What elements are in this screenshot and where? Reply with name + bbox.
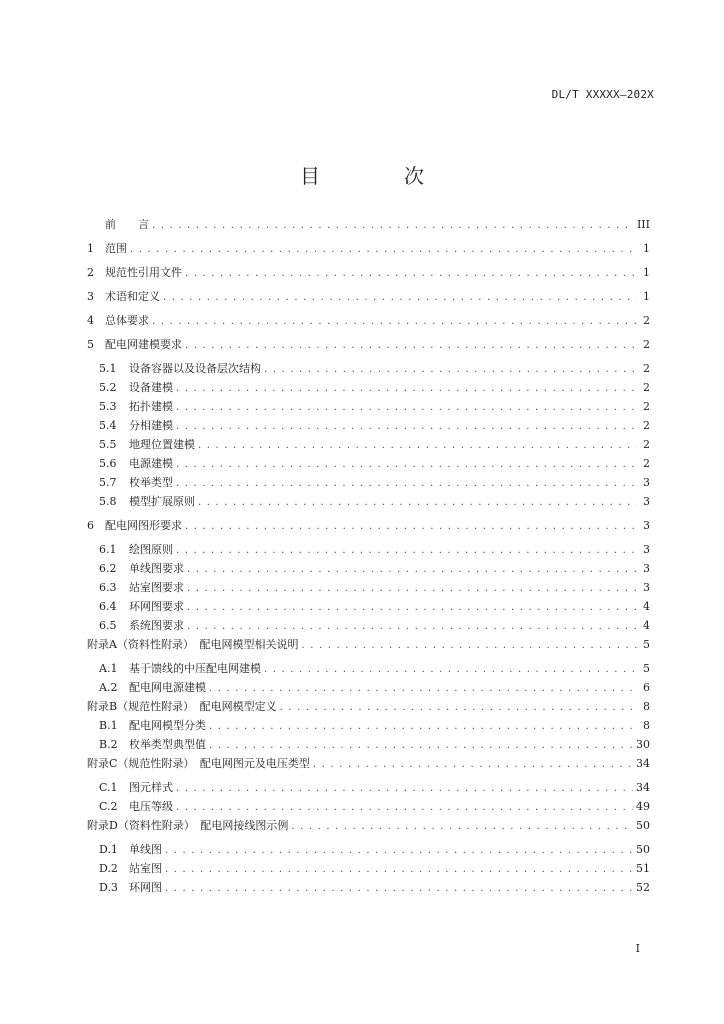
toc-entry-label: 规范性引用文件: [105, 266, 182, 279]
toc-entry-number: 4: [87, 314, 94, 327]
toc-entry-page: 8: [643, 719, 650, 732]
toc-entry-label: 站室图要求: [129, 581, 184, 594]
toc-entry[interactable]: [87, 291, 650, 304]
toc-entry-number: D.2: [99, 862, 118, 875]
toc-leader-dots: [176, 783, 633, 795]
toc-entry-page: 2: [643, 362, 650, 375]
toc-entry-label: 分相建模: [129, 419, 173, 432]
page-title: 目 次: [300, 164, 456, 188]
toc-entry-page: 3: [643, 562, 650, 575]
page-number: I: [635, 942, 640, 955]
toc-entry-label: 配电网模型分类: [129, 719, 206, 732]
toc-entry-page: 5: [643, 662, 650, 675]
toc-entry-label: 地理位置建模: [129, 438, 195, 451]
toc-entry[interactable]: [87, 639, 650, 652]
toc-entry-number: 6.5: [99, 619, 117, 632]
toc-leader-dots: [185, 268, 637, 280]
toc-entry-number: A.1: [99, 662, 118, 675]
toc-leader-dots: [176, 545, 637, 557]
toc-entry-label: 系统图要求: [129, 619, 184, 632]
toc-entry[interactable]: [87, 243, 650, 256]
toc-leader-dots: [163, 292, 637, 304]
toc-entry-page: 3: [643, 476, 650, 489]
toc-entry-label: 设备建模: [129, 381, 173, 394]
toc-leader-dots: [187, 583, 637, 595]
toc-leader-dots: [176, 802, 633, 814]
toc-entry-number: 1: [87, 242, 94, 255]
toc-leader-dots: [198, 440, 637, 452]
toc-entry-page: 34: [636, 757, 650, 770]
toc-entry-page: 2: [643, 381, 650, 394]
toc-entry[interactable]: [87, 267, 650, 280]
toc-leader-dots: [209, 740, 633, 752]
toc-entry-page: 1: [643, 242, 650, 255]
toc-entry[interactable]: [87, 739, 650, 752]
toc-leader-dots: [165, 883, 633, 895]
toc-entry-page: 50: [636, 819, 650, 832]
toc-entry-label: 前 言: [105, 218, 149, 231]
toc-entry-number: 6.1: [99, 543, 117, 556]
toc-entry[interactable]: [87, 720, 650, 733]
toc-entry[interactable]: [87, 458, 650, 471]
toc-entry-number: 5.4: [99, 419, 117, 432]
toc-leader-dots: [280, 702, 637, 714]
toc-entry-label: 配电网电源建模: [129, 681, 206, 694]
toc-leader-dots: [165, 845, 633, 857]
toc-entry-page: 8: [643, 700, 650, 713]
toc-entry[interactable]: [87, 544, 650, 557]
toc-leader-dots: [301, 640, 637, 652]
toc-entry-page: 4: [643, 619, 650, 632]
toc-leader-dots: [185, 340, 637, 352]
toc-leader-dots: [130, 244, 637, 256]
toc-entry-number: A.2: [99, 681, 118, 694]
toc-entry-label: 术语和定义: [105, 290, 160, 303]
toc-leader-dots: [187, 602, 637, 614]
toc-entry-number: 5.7: [99, 476, 117, 489]
toc-entry-label: 附录B（规范性附录） 配电网模型定义: [87, 700, 277, 713]
toc-leader-dots: [264, 364, 637, 376]
toc-entry-number: B.2: [99, 738, 118, 751]
toc-entry-label: 设备容器以及设备层次结构: [129, 362, 261, 375]
toc-leader-dots: [152, 316, 637, 328]
toc-entry[interactable]: [87, 401, 650, 414]
toc-entry-label: 单线图要求: [129, 562, 184, 575]
toc-entry-page: 2: [643, 338, 650, 351]
toc-entry[interactable]: [87, 315, 650, 328]
toc-entry[interactable]: [87, 339, 650, 352]
toc-entry-page: III: [636, 218, 650, 231]
toc-entry-label: 配电网建模要求: [105, 338, 182, 351]
toc-entry-number: 5.5: [99, 438, 117, 451]
toc-entry-label: 电压等级: [129, 800, 173, 813]
toc-entry[interactable]: [87, 477, 650, 490]
toc-entry[interactable]: [87, 601, 650, 614]
toc-entry-number: 2: [87, 266, 94, 279]
toc-entry-page: 2: [643, 438, 650, 451]
toc-entry[interactable]: [87, 620, 650, 633]
toc-entry-label: 配电网图形要求: [105, 519, 182, 532]
toc-entry[interactable]: [87, 863, 650, 876]
toc-entry-page: 3: [643, 581, 650, 594]
toc-entry-page: 3: [643, 495, 650, 508]
toc-entry-number: B.1: [99, 719, 118, 732]
toc-entry-page: 2: [643, 400, 650, 413]
toc-leader-dots: [176, 421, 637, 433]
toc-entry-page: 2: [643, 457, 650, 470]
toc-entry[interactable]: [87, 882, 650, 895]
toc-entry-number: 5.1: [99, 362, 117, 375]
toc-entry-page: 49: [636, 800, 650, 813]
toc-entry[interactable]: [87, 439, 650, 452]
toc-entry-page: 3: [643, 519, 650, 532]
toc-entry-page: 1: [643, 266, 650, 279]
toc-entry-label: 范围: [105, 242, 127, 255]
toc-entry-page: 51: [636, 862, 650, 875]
toc-entry-label: 图元样式: [129, 781, 173, 794]
toc-leader-dots: [187, 621, 637, 633]
toc-entry[interactable]: [87, 801, 650, 814]
toc-entry-label: 附录C（规范性附录） 配电网图元及电压类型: [87, 757, 310, 770]
toc-leader-dots: [176, 478, 637, 490]
toc-entry-label: 附录A（资料性附录） 配电网模型相关说明: [87, 638, 299, 651]
toc-entry-number: 6.3: [99, 581, 117, 594]
toc-entry[interactable]: [87, 420, 650, 433]
toc-entry-label: 电源建模: [129, 457, 173, 470]
toc-entry-number: D.1: [99, 843, 118, 856]
toc-leader-dots: [165, 864, 633, 876]
toc-entry[interactable]: [87, 563, 650, 576]
toc-leader-dots: [313, 759, 633, 771]
toc-leader-dots: [209, 721, 637, 733]
toc-entry[interactable]: [87, 663, 650, 676]
toc-entry-page: 30: [636, 738, 650, 751]
toc-entry[interactable]: [87, 758, 650, 771]
document-code: DL/T XXXXX—202X: [551, 88, 654, 101]
toc-entry-number: C.1: [99, 781, 118, 794]
toc-leader-dots: [198, 497, 637, 509]
toc-entry-number: 5.3: [99, 400, 117, 413]
toc-entry[interactable]: [87, 682, 650, 695]
toc-leader-dots: [187, 564, 637, 576]
toc-entry-label: 单线图: [129, 843, 162, 856]
toc-entry-number: 5.2: [99, 381, 117, 394]
toc-entry-page: 6: [643, 681, 650, 694]
toc-entry-page: 4: [643, 600, 650, 613]
toc-entry-label: 总体要求: [105, 314, 149, 327]
toc-leader-dots: [176, 383, 637, 395]
toc-leader-dots: [176, 402, 637, 414]
toc-entry-page: 2: [643, 419, 650, 432]
toc-entry-page: 2: [643, 314, 650, 327]
toc-entry-number: 3: [87, 290, 94, 303]
toc-entry[interactable]: [87, 496, 650, 509]
toc-entry-page: 5: [643, 638, 650, 651]
toc-entry[interactable]: [87, 382, 650, 395]
toc-entry[interactable]: [87, 782, 650, 795]
toc-entry-page: 52: [636, 881, 650, 894]
toc-entry[interactable]: [87, 844, 650, 857]
toc-entry[interactable]: [87, 582, 650, 595]
toc-entry-page: 50: [636, 843, 650, 856]
toc-leader-dots: [291, 821, 633, 833]
toc-entry-label: 附录D（资料性附录） 配电网接线图示例: [87, 819, 289, 832]
toc-entry-number: 5.8: [99, 495, 117, 508]
toc-entry-number: 6: [87, 519, 94, 532]
toc-entry[interactable]: [87, 363, 650, 376]
toc-entry[interactable]: [87, 820, 650, 833]
toc-entry-label: 环网图: [129, 881, 162, 894]
toc-entry-label: 枚举类型: [129, 476, 173, 489]
toc-entry[interactable]: [87, 219, 650, 232]
toc-entry-number: 6.4: [99, 600, 117, 613]
toc-entry-label: 绘图原则: [129, 543, 173, 556]
toc-entry[interactable]: [87, 520, 650, 533]
toc-leader-dots: [176, 459, 637, 471]
toc-entry-page: 3: [643, 543, 650, 556]
toc-entry-label: 模型扩展原则: [129, 495, 195, 508]
toc-entry-label: 环网图要求: [129, 600, 184, 613]
toc-entry-number: 6.2: [99, 562, 117, 575]
toc-entry-number: 5: [87, 338, 94, 351]
toc-leader-dots: [185, 521, 637, 533]
toc-leader-dots: [264, 664, 637, 676]
toc-entry-number: 5.6: [99, 457, 117, 470]
toc-entry-number: C.2: [99, 800, 118, 813]
toc-entry[interactable]: [87, 701, 650, 714]
toc-entry-page: 1: [643, 290, 650, 303]
toc-entry-label: 枚举类型典型值: [129, 738, 206, 751]
toc-entry-number: D.3: [99, 881, 118, 894]
toc-entry-label: 站室图: [129, 862, 162, 875]
toc-entry-label: 基于馈线的中压配电网建模: [129, 662, 261, 675]
toc-leader-dots: [209, 683, 637, 695]
toc-entry-page: 34: [636, 781, 650, 794]
toc-leader-dots: [152, 220, 634, 232]
toc-entry-label: 拓扑建模: [129, 400, 173, 413]
